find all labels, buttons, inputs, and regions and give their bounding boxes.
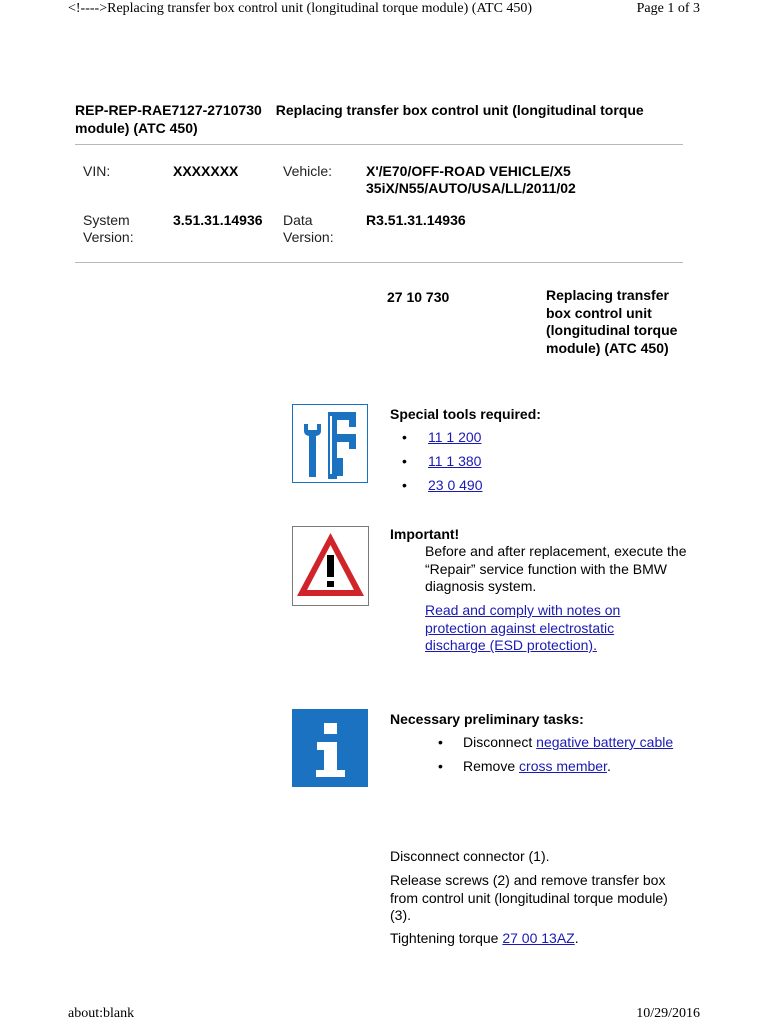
divider-bottom (75, 262, 683, 263)
tightening-torque (390, 930, 670, 948)
torque-suffix: . (574, 930, 579, 946)
special-tools-heading: Special tools required: (390, 406, 541, 422)
data-version-value: R3.51.31.14936 (366, 212, 466, 228)
preliminary-list (390, 734, 680, 782)
system-version-value: 3.51.31.14936 (173, 212, 263, 228)
tool-link-11-1-380[interactable]: 11 1 380 (428, 453, 482, 469)
divider-top (75, 144, 683, 145)
document-code: REP-REP-RAE7127-2710730 (75, 102, 262, 118)
special-tools-list (390, 429, 483, 501)
esd-notes-link[interactable]: Read and comply with notes on protection against electrostatic discharge (ESD protection). (425, 602, 621, 653)
list-item: • 23 0 490 (402, 477, 483, 493)
cross-member-link[interactable]: cross member (519, 758, 607, 774)
list-item: • 11 1 200 (402, 429, 482, 445)
important-text: Before and after replacement, execute the “Repair” service function with the BMW diagnosis system. (425, 543, 687, 594)
prelim-suffix: . (606, 758, 611, 774)
tool-link-23-0-490[interactable]: 23 0 490 (428, 477, 483, 493)
step-disconnect-connector: Disconnect connector (1). (390, 848, 550, 864)
repair-number: 27 10 730 (387, 289, 450, 305)
list-item: • 11 1 380 (402, 453, 482, 469)
print-header-page: Page 1 of 3 (636, 1, 700, 16)
step-release-screws: Release screws (2) and remove transfer box from control unit (longitudinal torque module) (3). (390, 872, 668, 923)
system-version-label: System Version: (83, 212, 134, 245)
list-item: • Remove cross member. (438, 758, 611, 774)
warning-triangle-icon (292, 526, 369, 606)
prelim-prefix: Disconnect (463, 734, 537, 750)
vehicle-label: Vehicle: (283, 163, 333, 179)
repair-title: Replacing transfer box control unit (longitudinal torque module) (ATC 450) (546, 287, 678, 356)
list-item: • Disconnect negative battery cable (438, 734, 674, 750)
tools-icon (292, 404, 368, 483)
data-version-label: Data Version: (283, 212, 334, 245)
tool-link-11-1-200[interactable]: 11 1 200 (428, 429, 482, 445)
torque-link[interactable]: 27 00 13AZ (502, 930, 575, 946)
info-icon (292, 709, 368, 787)
prelim-prefix: Remove (463, 758, 520, 774)
print-header-title: <!---->Replacing transfer box control unit (longitudinal torque module) (ATC 450) (68, 1, 533, 16)
document-title (75, 101, 675, 137)
vehicle-value: X'/E70/OFF-ROAD VEHICLE/X5 35iX/N55/AUTO/USA/LL/2011/02 (366, 163, 576, 196)
torque-prefix: Tightening torque (390, 930, 503, 946)
important-heading: Important! (390, 526, 460, 542)
preliminary-heading: Necessary preliminary tasks: (390, 711, 584, 727)
vin-label: VIN: (83, 163, 111, 179)
esd-notes (425, 602, 665, 655)
vin-value: XXXXXXX (173, 163, 239, 179)
battery-cable-link[interactable]: negative battery cable (536, 734, 674, 750)
print-footer-date: 10/29/2016 (636, 1006, 700, 1021)
print-footer-url: about:blank (68, 1006, 135, 1021)
document-title-text: Replacing transfer box control unit (longitudinal torque module) (ATC 450) (75, 102, 644, 136)
